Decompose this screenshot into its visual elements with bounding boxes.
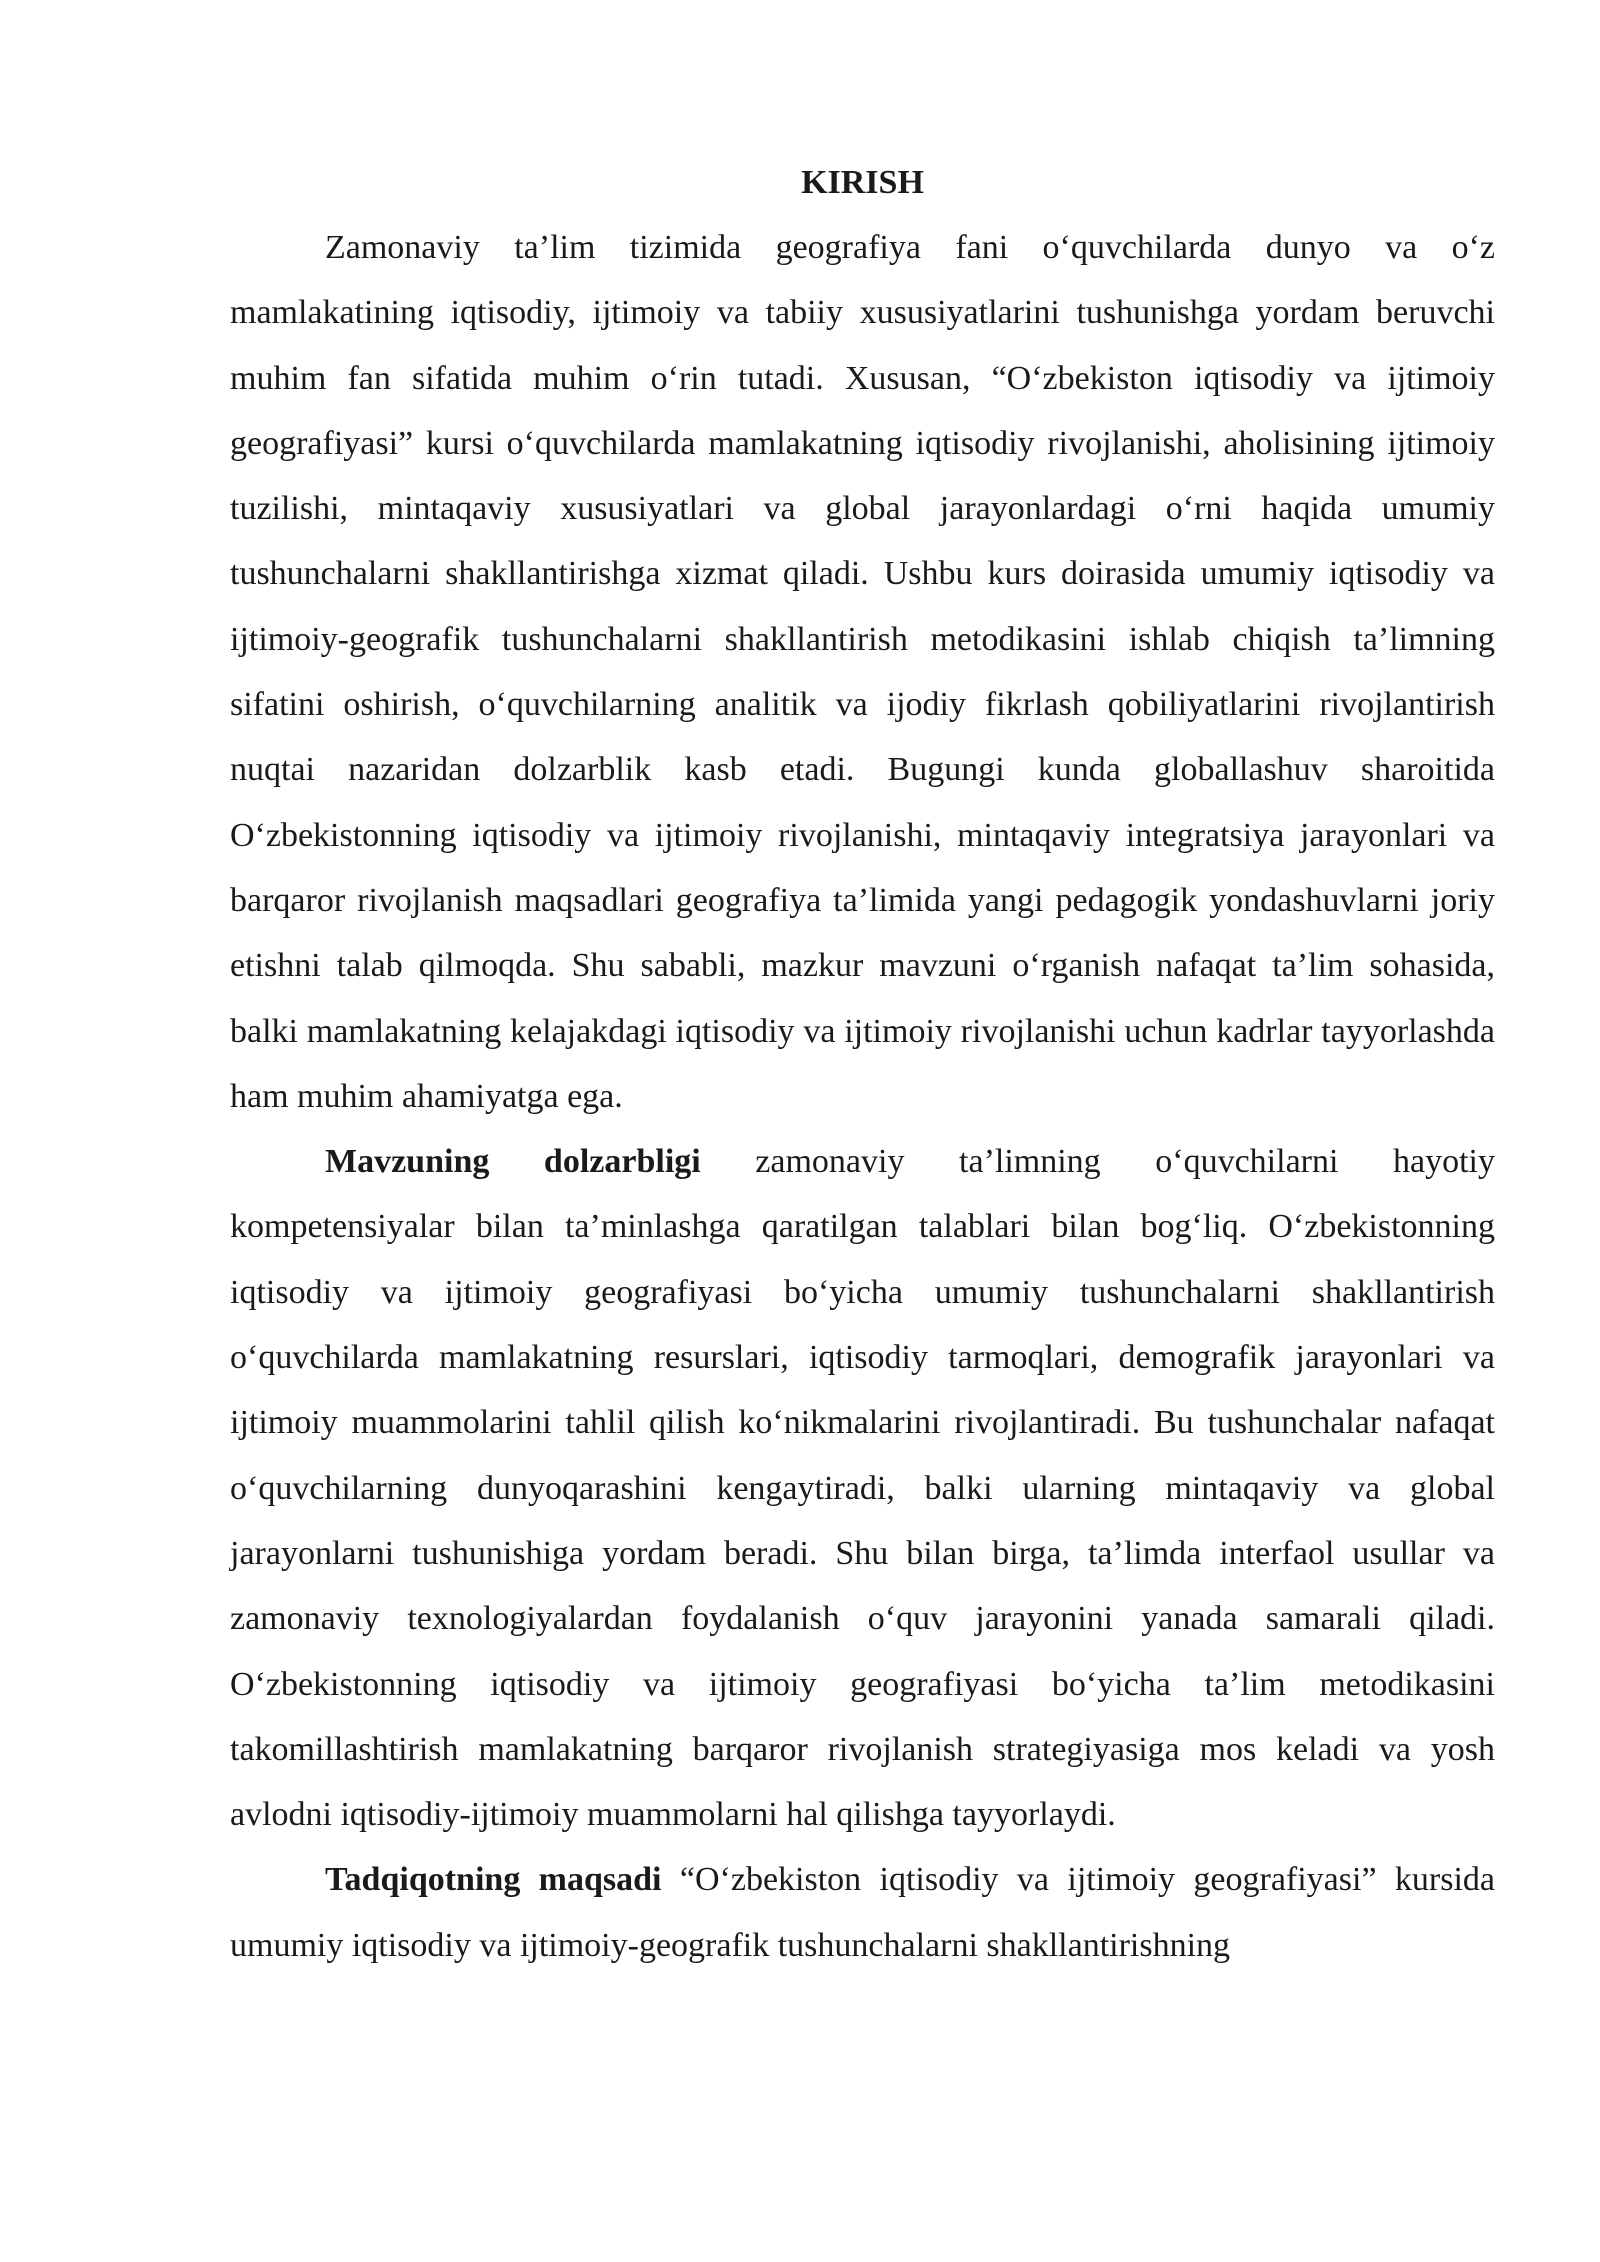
paragraph-goal [230, 1847, 1495, 1978]
paragraph-text: “O‘zbekiston iqtisodiy va ijtimoiy geografiyasi” kursida umumiy iqtisodiy va ijtimoiy-geografik tushunchalarni shakllantirishning [230, 1861, 1496, 1964]
paragraph-text: Zamonaviy ta’lim tizimida geografiya fani o‘quvchilarda dunyo va o‘z mamlakatining iqtisodiy, ijtimoiy va tabiiy xususiyatlarini tushunishga yordam beruvchi muhim fan sifatida muhim o‘rin tutadi. Xususan, “O‘zbekiston iqtisodiy va ijtimoiy geografiyasi” kursi o‘quvchilarda mamlakatning iqtisodiy rivojlanishi, aholisining ijtimoiy tuzilishi, mintaqaviy xususiyatlari va global jarayonlardagi o‘rni haqida umumiy tushunchalarni shakllantirishga xizmat qiladi. Ushbu kurs doirasida umumiy iqtisodiy va ijtimoiy-geografik tushunchalarni shakllantirish metodikasini ishlab chiqish ta’limning sifatini oshirish, o‘quvchilarning analitik va ijodiy fikrlash qobiliyatlarini rivojlantirish nuqtai nazaridan dolzarblik kasb etadi. Bugungi kunda globallashuv sharoitida O‘zbekistonning iqtisodiy va ijtimoiy rivojlanishi, mintaqaviy integratsiya jarayonlari va barqaror rivojlanish maqsadlari geografiya ta’limida yangi pedagogik yondashuvlarni joriy etishni talab qilmoqda. Shu sababli, mazkur mavzuni o‘rganish nafaqat ta’lim sohasida, balki mamlakatning kelajakdagi iqtisodiy va ijtimoiy rivojlanishi uchun kadrlar tayyorlashda ham muhim ahamiyatga ega. [230, 229, 1495, 1115]
paragraph-intro [230, 215, 1495, 1129]
paragraph-lead: Tadqiqotning maqsadi [325, 1861, 662, 1899]
paragraph-lead: Mavzuning dolzarbligi [325, 1143, 701, 1181]
paragraph-relevance [230, 1129, 1495, 1847]
page-title: KIRISH [801, 164, 924, 201]
paragraph-text: zamonaviy ta’limning o‘quvchilarni hayotiy kompetensiyalar bilan ta’minlashga qaratilgan talablari bilan bog‘liq. O‘zbekistonning iqtisodiy va ijtimoiy geografiyasi bo‘yicha umumiy tushunchalarni shakllantirish o‘quvchilarda mamlakatning resurslari, iqtisodiy tarmoqlari, demografik jarayonlari va ijtimoiy muammolarini tahlil qilish ko‘nikmalarini rivojlantiradi. Bu tushunchalar nafaqat o‘quvchilarning dunyoqarashini kengaytiradi, balki ularning mintaqaviy va global jarayonlarni tushunishiga yordam beradi. Shu bilan birga, ta’limda interfaol usullar va zamonaviy texnologiyalardan foydalanish o‘quv jarayonini yanada samarali qiladi. O‘zbekistonning iqtisodiy va ijtimoiy geografiyasi bo‘yicha ta’lim metodikasini takomillashtirish mamlakatning barqaror rivojlanish strategiyasiga mos keladi va yosh avlodni iqtisodiy-ijtimoiy muammolarni hal qilishga tayyorlaydi. [230, 1143, 1495, 1834]
document-body [230, 150, 1495, 1978]
